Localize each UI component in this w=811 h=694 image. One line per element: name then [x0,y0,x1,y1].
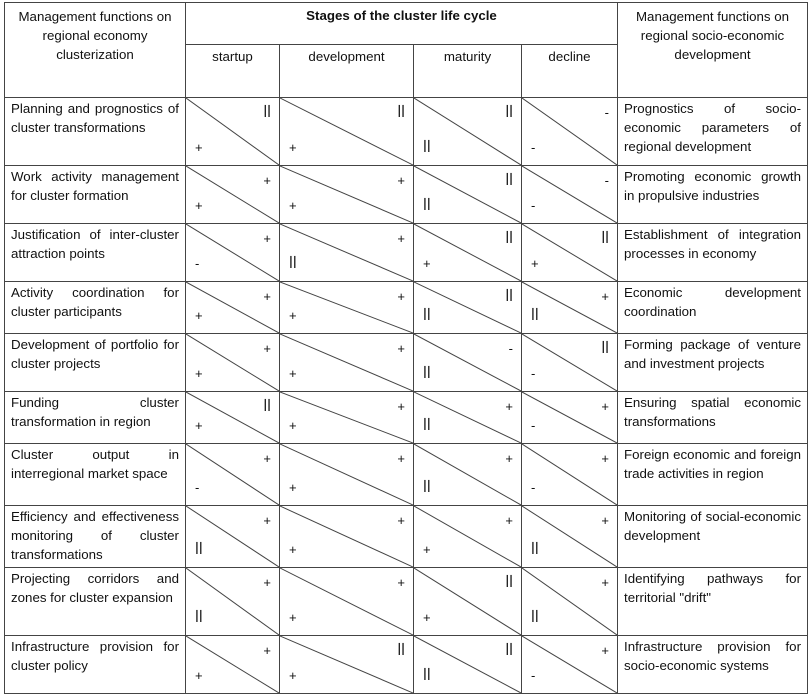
socio-economic-mark: ꟾꟾ [195,610,203,625]
socio-economic-mark: + [195,668,203,683]
diagonal-divider [280,334,413,391]
socio-economic-mark: ꟾꟾ [423,140,431,155]
socio-economic-mark: - [531,366,536,381]
socio-economic-mark: + [195,140,203,155]
stage-cell-decline [522,636,618,694]
socio-economic-mark: + [289,140,297,155]
socio-economic-mark: + [195,308,203,323]
clusterization-mark: + [263,231,271,246]
stage-cell-decline [522,224,618,282]
stage-cell-startup [186,444,280,506]
clusterization-function: Funding cluster transformation in region [5,392,186,444]
socio-economic-function: Foreign economic and foreign trade activities in region [618,444,808,506]
socio-economic-mark: ꟾꟾ [289,256,297,271]
header-row-1 [5,3,808,45]
stage-header-startup: startup [186,45,280,98]
clusterization-mark: + [505,451,513,466]
stage-cell-development [280,98,414,166]
diagonal-line [280,506,413,567]
clusterization-mark: + [263,341,271,356]
diagonal-line [280,282,413,333]
stage-cell-decline [522,568,618,636]
socio-economic-mark: ꟾꟾ [531,610,539,625]
clusterization-mark: + [263,451,271,466]
clusterization-mark: + [601,451,609,466]
socio-economic-mark: - [531,140,536,155]
clusterization-mark: ꟾꟾ [601,341,609,356]
stage-cell-decline [522,282,618,334]
table-row [5,444,808,506]
stage-cell-development [280,166,414,224]
diagonal-line [280,444,413,505]
clusterization-mark: + [397,513,405,528]
clusterization-mark: ꟾꟾ [505,105,513,120]
stage-cell-startup [186,224,280,282]
socio-economic-mark: + [195,198,203,213]
socio-economic-mark: + [289,610,297,625]
clusterization-mark: ꟾꟾ [263,105,271,120]
diagonal-line [414,334,521,391]
clusterization-function: Efficiency and effectiveness monitoring of cluster transformations [5,506,186,568]
table-row [5,392,808,444]
stage-cell-development [280,444,414,506]
clusterization-mark: ꟾꟾ [397,643,405,658]
cluster-management-table [4,2,808,694]
socio-economic-mark: ꟾꟾ [195,542,203,557]
socio-economic-mark: ꟾꟾ [423,668,431,683]
right-column-header: Management functions on regional socio-economic development [618,3,808,98]
clusterization-function: Justification of inter-cluster attraction points [5,224,186,282]
stage-cell-development [280,392,414,444]
stage-header-maturity: maturity [414,45,522,98]
clusterization-mark: + [397,341,405,356]
socio-economic-mark: - [195,256,200,271]
stage-cell-maturity [414,568,522,636]
stage-cell-startup [186,506,280,568]
diagonal-line [280,224,413,281]
stage-cell-maturity [414,334,522,392]
socio-economic-function: Economic development coordination [618,282,808,334]
socio-economic-mark: + [423,256,431,271]
stage-cell-development [280,224,414,282]
clusterization-mark: ꟾꟾ [505,289,513,304]
clusterization-mark: + [601,643,609,658]
stage-cell-maturity [414,444,522,506]
stage-cell-maturity [414,224,522,282]
clusterization-mark: + [397,173,405,188]
diagonal-divider [280,282,413,333]
diagonal-divider [280,444,413,505]
left-column-header: Management functions on regional economy clusterization [5,3,186,98]
table-row [5,506,808,568]
clusterization-mark: + [397,575,405,590]
socio-economic-mark: + [423,610,431,625]
socio-economic-mark: ꟾꟾ [423,308,431,323]
diagonal-line [280,334,413,391]
clusterization-mark: + [263,173,271,188]
socio-economic-mark: ꟾꟾ [531,542,539,557]
clusterization-function: Activity coordination for cluster participants [5,282,186,334]
socio-economic-mark: + [195,418,203,433]
diagonal-line [280,636,413,693]
clusterization-mark: - [508,341,513,356]
stage-cell-decline [522,444,618,506]
clusterization-mark: ꟾꟾ [505,231,513,246]
socio-economic-mark: - [531,480,536,495]
clusterization-mark: + [397,289,405,304]
clusterization-mark: ꟾꟾ [263,399,271,414]
table-row [5,636,808,694]
clusterization-mark: ꟾꟾ [505,643,513,658]
stage-cell-development [280,282,414,334]
clusterization-mark: + [397,231,405,246]
diagonal-line [280,166,413,223]
clusterization-function: Infrastructure provision for cluster policy [5,636,186,694]
stage-header-development: development [280,45,414,98]
socio-economic-function: Identifying pathways for territorial "drift" [618,568,808,636]
clusterization-mark: + [263,289,271,304]
clusterization-mark: + [601,399,609,414]
stage-cell-decline [522,506,618,568]
stage-cell-startup [186,568,280,636]
stage-cell-decline [522,166,618,224]
clusterization-mark: + [397,399,405,414]
stage-cell-development [280,568,414,636]
clusterization-function: Cluster output in interregional market space [5,444,186,506]
diagonal-divider [280,98,413,165]
clusterization-function: Work activity management for cluster formation [5,166,186,224]
socio-economic-function: Monitoring of social-economic development [618,506,808,568]
socio-economic-mark: - [531,668,536,683]
stage-cell-startup [186,98,280,166]
clusterization-mark: ꟾꟾ [505,173,513,188]
socio-economic-mark: + [289,418,297,433]
diagonal-divider [280,568,413,635]
diagonal-divider [522,98,617,165]
diagonal-line [280,392,413,443]
socio-economic-mark: ꟾꟾ [423,198,431,213]
table-row [5,224,808,282]
diagonal-divider [280,636,413,693]
clusterization-mark: + [601,513,609,528]
socio-economic-mark: - [195,480,200,495]
stage-cell-maturity [414,636,522,694]
table-row [5,166,808,224]
stage-cell-startup [186,392,280,444]
socio-economic-mark: + [289,668,297,683]
stage-cell-decline [522,334,618,392]
socio-economic-mark: + [289,308,297,323]
clusterization-mark: + [397,451,405,466]
table-body [5,98,808,694]
clusterization-function: Planning and prognostics of cluster transformations [5,98,186,166]
stage-cell-decline [522,392,618,444]
diagonal-divider [280,392,413,443]
socio-economic-mark: ꟾꟾ [423,480,431,495]
socio-economic-function: Ensuring spatial economic transformations [618,392,808,444]
socio-economic-function: Prognostics of socio-economic parameters of regional development [618,98,808,166]
table-row [5,568,808,636]
table-row [5,98,808,166]
stage-cell-decline [522,98,618,166]
socio-economic-mark: + [289,366,297,381]
socio-economic-mark: + [531,256,539,271]
stage-cell-startup [186,334,280,392]
stage-cell-maturity [414,98,522,166]
stage-cell-startup [186,282,280,334]
clusterization-mark: + [263,513,271,528]
diagonal-line [522,166,617,223]
clusterization-function: Projecting corridors and zones for cluster expansion [5,568,186,636]
table-row [5,282,808,334]
stage-cell-development [280,636,414,694]
socio-economic-mark: + [289,480,297,495]
clusterization-mark: ꟾꟾ [505,575,513,590]
socio-economic-mark: + [195,366,203,381]
clusterization-mark: + [263,575,271,590]
diagonal-divider [522,166,617,223]
clusterization-function: Development of portfolio for cluster projects [5,334,186,392]
socio-economic-function: Promoting economic growth in propulsive industries [618,166,808,224]
socio-economic-mark: - [531,198,536,213]
clusterization-mark: - [604,105,609,120]
stage-header-decline: decline [522,45,618,98]
stages-header: Stages of the cluster life cycle [186,3,618,45]
diagonal-line [522,98,617,165]
diagonal-line [280,98,413,165]
stage-cell-development [280,506,414,568]
stage-cell-startup [186,636,280,694]
diagonal-divider [414,334,521,391]
clusterization-mark: ꟾꟾ [601,231,609,246]
clusterization-mark: - [604,173,609,188]
socio-economic-mark: ꟾꟾ [423,418,431,433]
stage-cell-startup [186,166,280,224]
socio-economic-mark: + [289,198,297,213]
stage-cell-maturity [414,282,522,334]
stage-cell-development [280,334,414,392]
socio-economic-function: Forming package of venture and investment projects [618,334,808,392]
table-row [5,334,808,392]
clusterization-mark: + [601,575,609,590]
stage-cell-maturity [414,166,522,224]
stage-cell-maturity [414,392,522,444]
diagonal-divider [280,224,413,281]
socio-economic-mark: + [289,542,297,557]
socio-economic-function: Infrastructure provision for socio-economic systems [618,636,808,694]
socio-economic-function: Establishment of integration processes in economy [618,224,808,282]
socio-economic-mark: ꟾꟾ [423,366,431,381]
diagonal-divider [280,506,413,567]
clusterization-mark: ꟾꟾ [397,105,405,120]
clusterization-mark: + [263,643,271,658]
diagonal-line [280,568,413,635]
clusterization-mark: + [601,289,609,304]
socio-economic-mark: - [531,418,536,433]
socio-economic-mark: ꟾꟾ [531,308,539,323]
diagonal-divider [280,166,413,223]
clusterization-mark: + [505,513,513,528]
stage-cell-maturity [414,506,522,568]
socio-economic-mark: + [423,542,431,557]
clusterization-mark: + [505,399,513,414]
